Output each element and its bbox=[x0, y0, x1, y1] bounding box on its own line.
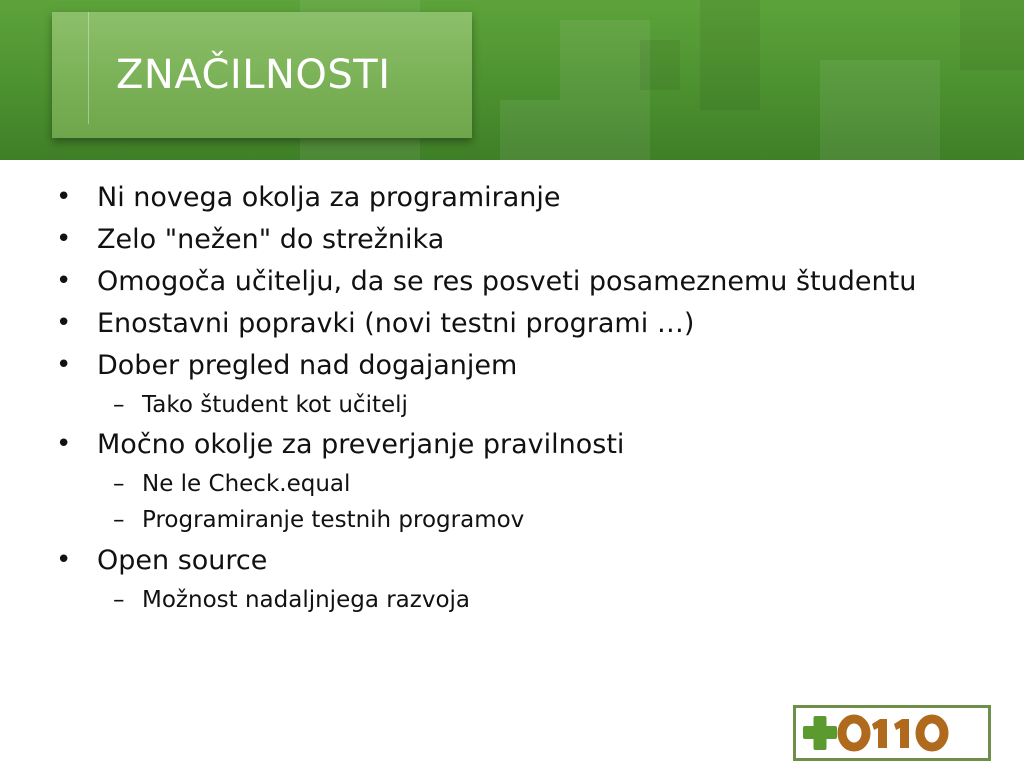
sub-bullet-dash: – bbox=[113, 471, 125, 497]
bullet-text: Dober pregled nad dogajanjem bbox=[97, 350, 518, 381]
sub-bullet-dash: – bbox=[113, 507, 125, 533]
bullet-text: Močno okolje za preverjanje pravilnosti bbox=[97, 429, 625, 460]
bullet-dot: • bbox=[56, 266, 72, 296]
bullet-text: Open source bbox=[97, 545, 268, 576]
bullet-text: Ni novega okolja za programiranje bbox=[97, 182, 561, 213]
logo-digit-zero-second bbox=[920, 719, 944, 747]
logo-plus-vertical bbox=[814, 716, 827, 750]
logo bbox=[793, 705, 991, 761]
bullet-text: Enostavni popravki (novi testni programi …) bbox=[97, 308, 695, 339]
bullet-dot: • bbox=[56, 224, 72, 254]
sub-bullet-text: Programiranje testnih programov bbox=[142, 507, 525, 533]
bullet-dot: • bbox=[56, 182, 72, 212]
bullet-dot: • bbox=[56, 350, 72, 380]
sub-bullet-text: Ne le Check.equal bbox=[142, 471, 351, 497]
sub-bullet-text: Možnost nadaljnjega razvoja bbox=[142, 587, 471, 613]
logo-digit-one-second bbox=[894, 719, 909, 748]
bullet-text: Zelo "nežen" do strežnika bbox=[97, 224, 445, 255]
logo-digit-one bbox=[872, 719, 887, 748]
bullet-dot: • bbox=[56, 545, 72, 575]
sub-bullet-dash: – bbox=[113, 587, 125, 613]
logo-mark bbox=[796, 708, 988, 758]
sub-bullet-dash: – bbox=[113, 392, 125, 418]
logo-digit-zero bbox=[842, 719, 866, 747]
bullet-dot: • bbox=[56, 429, 72, 459]
bullet-dot: • bbox=[56, 308, 72, 338]
slide-title: ZNAČILNOSTI bbox=[116, 52, 391, 98]
sub-bullet-text: Tako študent kot učitelj bbox=[142, 392, 408, 418]
bullet-text: Omogoča učitelju, da se res posveti posameznemu študentu bbox=[97, 266, 917, 297]
